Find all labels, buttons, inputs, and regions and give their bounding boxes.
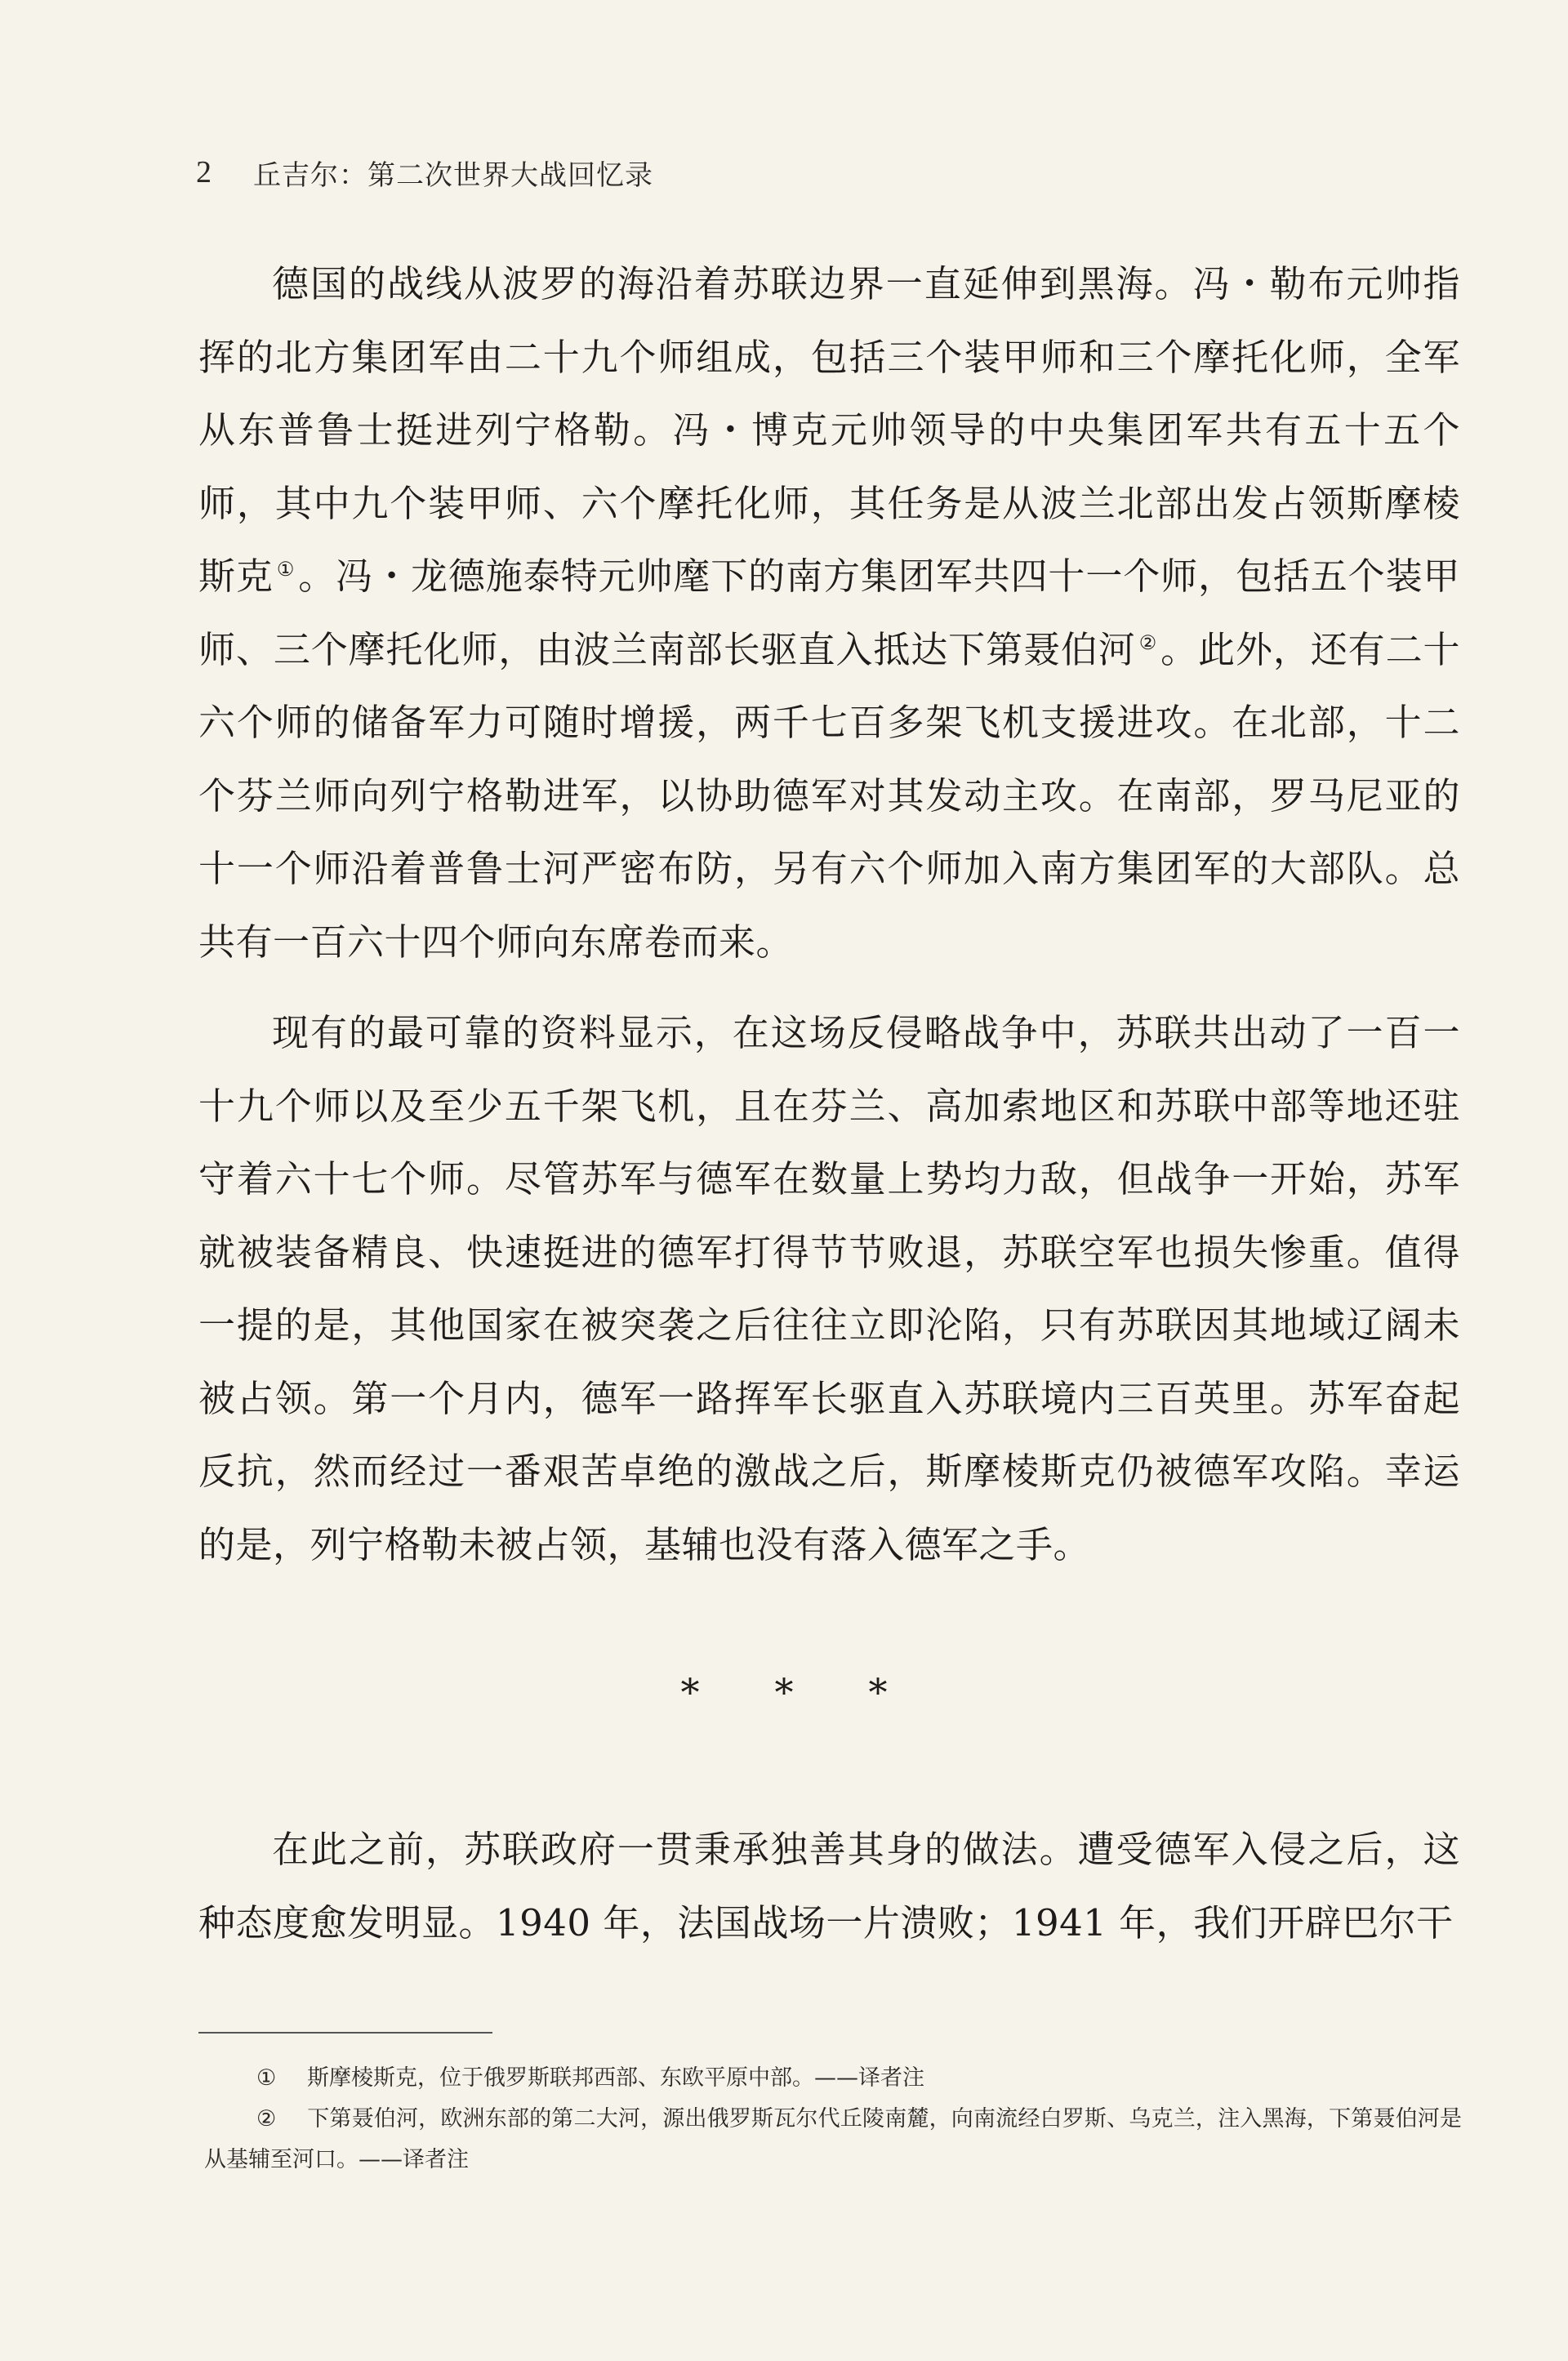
- footnote-ref-1: ①: [276, 558, 296, 581]
- footnote-text: 下第聂伯河，欧洲东部的第二大河，源出俄罗斯瓦尔代丘陵南麓，向南流经白罗斯、乌克兰，注入黑海，下第聂伯河是从基辅至河口。——译者注: [204, 2106, 1462, 2172]
- body-text-lower: [198, 1813, 1460, 1959]
- paragraph-1-part-3: 。此外，还有二十六个师的储备军力可随时增援，两千七百多架飞机支援进攻。在北部，十二个芬兰师向列宁格勒进军，以协助德军对其发动主攻。在南部，罗马尼亚的十一个师沿着普鲁士河严密布防，另有六个师加入南方集团军的大部队。总共有一百六十四个师向东席卷而来。: [198, 627, 1460, 964]
- section-break-star: *: [774, 1670, 794, 1714]
- footnote-mark: ①: [256, 2065, 277, 2091]
- paragraph-2: 现有的最可靠的资料显示，在这场反侵略战争中，苏联共出动了一百一十九个师以及至少五千架飞机，且在芬兰、高加索地区和苏联中部等地还驻守着六十七个师。尽管苏军与德军在数量上势均力敌，但战争一开始，苏军就被装备精良、快速挺进的德军打得节节败退，苏联空军也损失惨重。值得一提的是，其他国家在被突袭之后往往立即沦陷，只有苏联因其地域辽阔未被占领。第一个月内，德军一路挥军长驱直入苏联境内三百英里。苏军奋起反抗，然而经过一番艰苦卓绝的激战之后，斯摩棱斯克仍被德军攻陷。幸运的是，列宁格勒未被占领，基辅也没有落入德军之手。: [198, 1011, 1460, 1566]
- footnote-ref-2: ②: [1138, 630, 1158, 654]
- section-break-star: *: [680, 1670, 700, 1714]
- book-title: 丘吉尔：第二次世界大战回忆录: [253, 158, 653, 192]
- section-break-star: *: [868, 1670, 888, 1714]
- section-break: [0, 1670, 1568, 1714]
- body-text-middle: [198, 996, 1460, 1581]
- page-number: 2: [196, 155, 212, 189]
- footnote-divider: [198, 2032, 492, 2034]
- footnotes: [204, 2058, 1462, 2181]
- paragraph-1-part-2: 。冯・龙德施泰特元帅麾下的南方集团军共四十一个师，包括五个装甲师、三个摩托化师，由波兰南部长驱直入抵达下第聂伯河: [198, 555, 1460, 671]
- footnote-2: [204, 2099, 1462, 2181]
- footnote-text: 斯摩棱斯克，位于俄罗斯联邦西部、东欧平原中部。——译者注: [307, 2065, 924, 2091]
- paragraph-1: [198, 247, 1460, 978]
- paragraph-1-part-1: 德国的战线从波罗的海沿着苏联边界一直延伸到黑海。冯・勒布元帅指挥的北方集团军由二十九个师组成，包括三个装甲师和三个摩托化师，全军从东普鲁士挺进列宁格勒。冯・博克元帅领导的中央集团军共有五十五个师，其中九个装甲师、六个摩托化师，其任务是从波兰北部出发占领斯摩棱斯克: [198, 262, 1460, 598]
- footnote-1: [204, 2058, 1462, 2099]
- footnote-mark: ②: [256, 2106, 277, 2132]
- body-text-upper: [198, 247, 1460, 978]
- paragraph-3: 在此之前，苏联政府一贯秉承独善其身的做法。遭受德军入侵之后，这种态度愈发明显。1940 年，法国战场一片溃败；1941 年，我们开辟巴尔干: [198, 1828, 1460, 1944]
- running-head: [196, 152, 653, 193]
